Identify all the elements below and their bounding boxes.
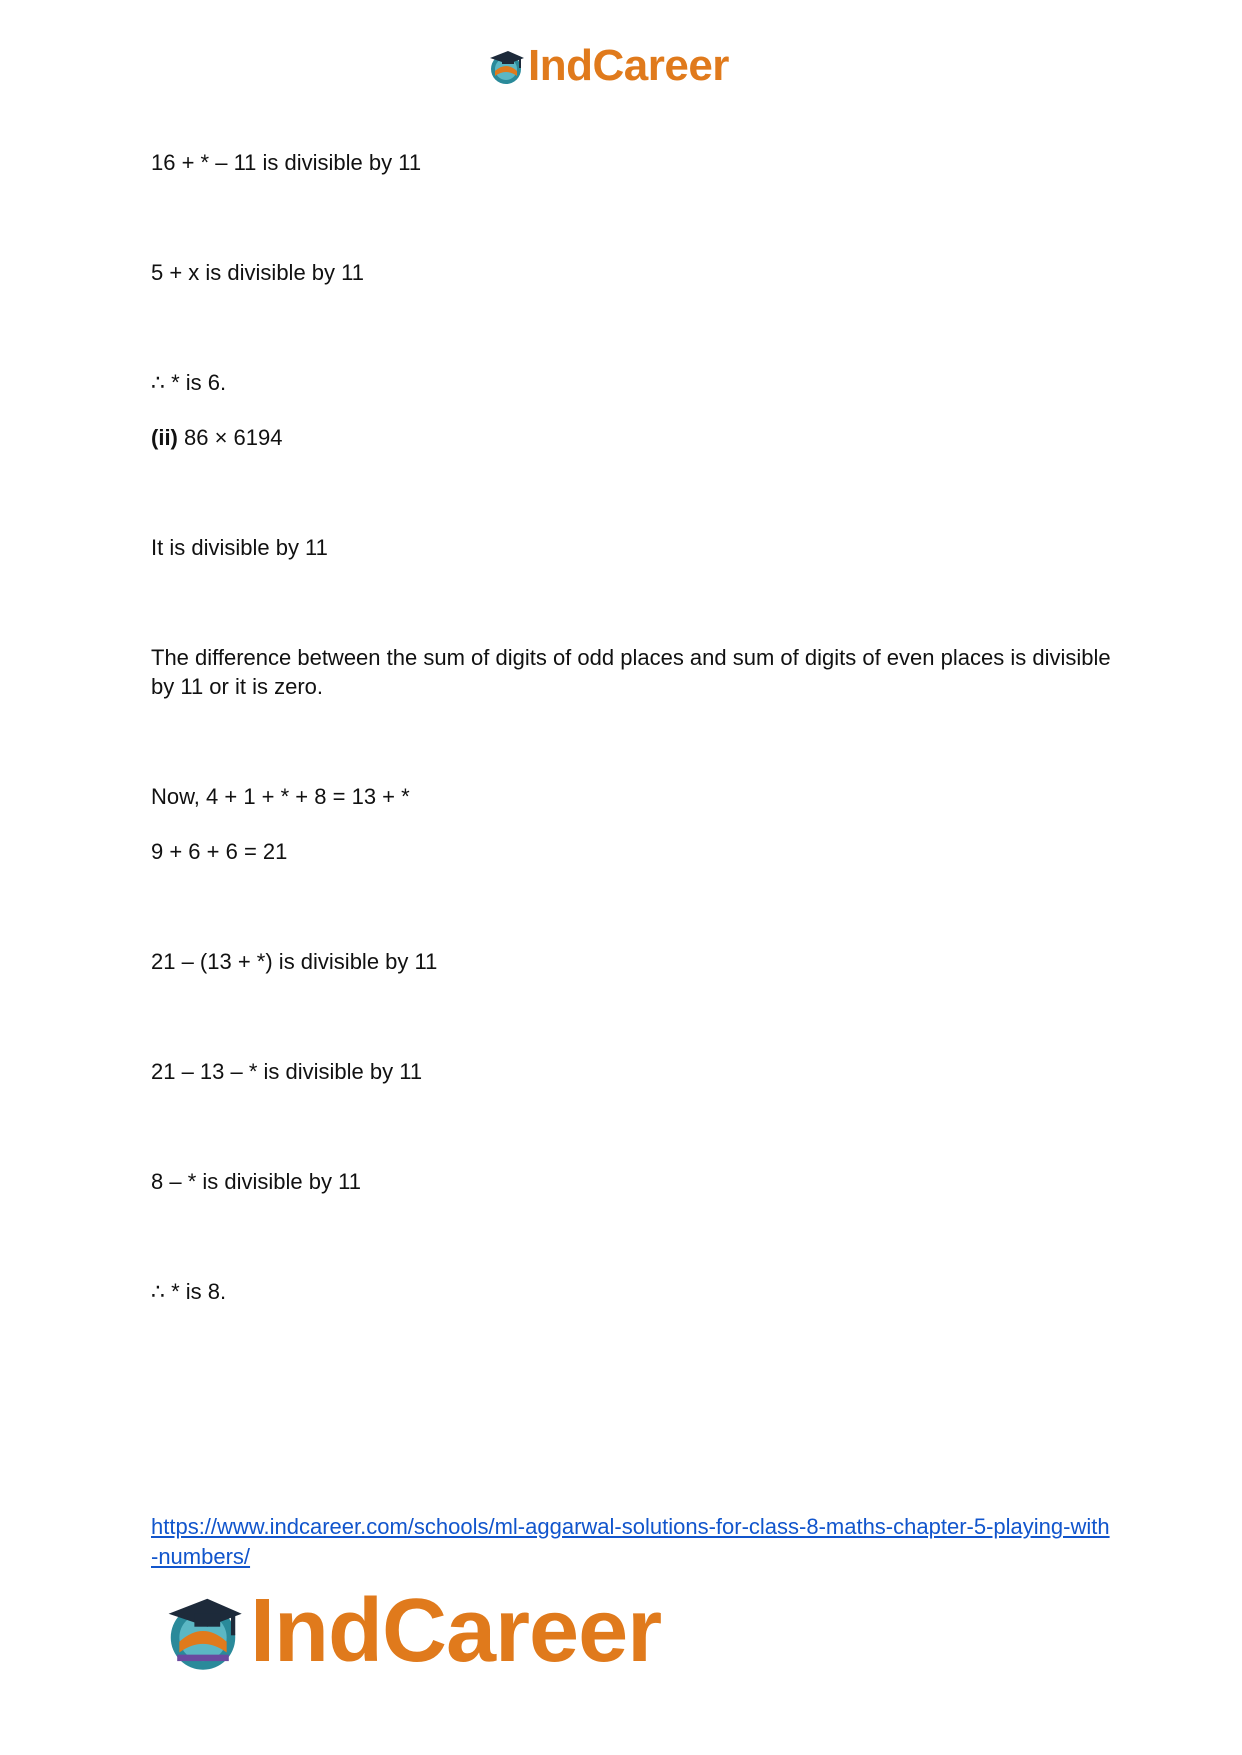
question-line xyxy=(151,423,283,452)
solution-line: 8 – * is divisible by 11 xyxy=(151,1169,361,1194)
graduation-cap-globe-icon xyxy=(486,46,526,86)
question-number: (ii) xyxy=(151,425,178,450)
graduation-cap-globe-icon xyxy=(160,1588,246,1674)
question-text: 86 × 6194 xyxy=(177,425,283,450)
solution-line: ∴ * is 8. xyxy=(151,1279,227,1304)
logo-wordmark: IndCareer xyxy=(250,1581,662,1681)
footer-logo xyxy=(160,1582,661,1680)
solution-line: 9 + 6 + 6 = 21 xyxy=(151,839,288,864)
header-logo xyxy=(486,40,729,92)
solution-line: It is divisible by 11 xyxy=(151,535,328,560)
logo-wordmark: IndCareer xyxy=(528,41,729,90)
solution-paragraph: The difference between the sum of digits of odd places and sum of digits of even places is divisible by 11 or it is zero. xyxy=(151,645,1111,699)
solution-line: Now, 4 + 1 + * + 8 = 13 + * xyxy=(151,784,410,809)
solution-line: 5 + x is divisible by 11 xyxy=(151,260,364,285)
source-link[interactable]: https://www.indcareer.com/schools/ml-aggarwal-solutions-for-class-8-maths-chapter-5-playing-with-numbers/ xyxy=(151,1514,1110,1569)
solution-line: 21 – (13 + *) is divisible by 11 xyxy=(151,949,438,974)
solution-line: 21 – 13 – * is divisible by 11 xyxy=(151,1059,423,1084)
solution-line: ∴ * is 6. xyxy=(151,370,227,395)
solution-line: 16 + * – 11 is divisible by 11 xyxy=(151,150,422,175)
